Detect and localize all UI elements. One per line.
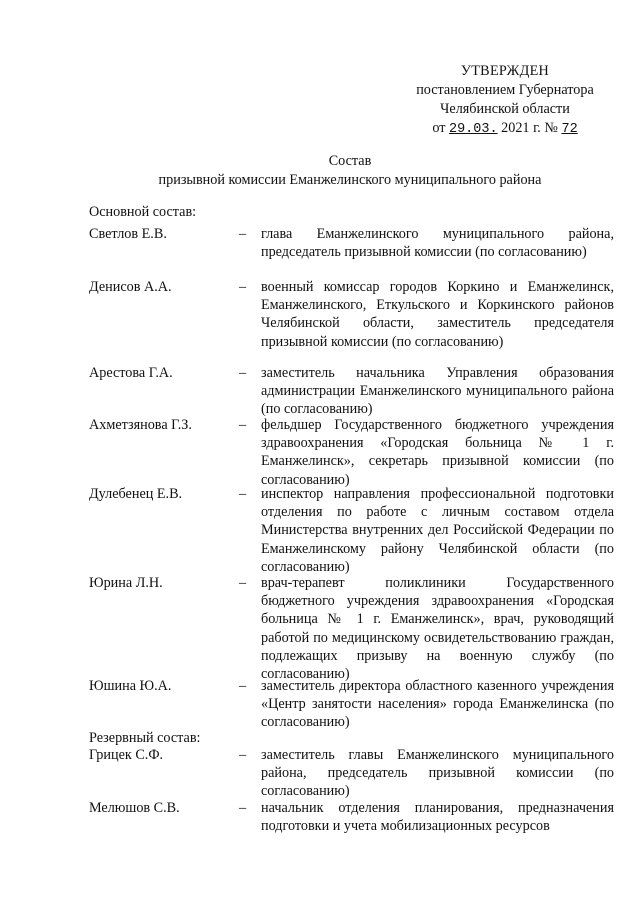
approval-heading: УТВЕРЖДЕН [460, 63, 550, 79]
member-name: Арестова Г.А. [89, 365, 173, 381]
member-description: фельдшер Государственного бюджетного учреждения здравоохранения «Городская больница № 1 г. Еманжелинск», секретарь призывной комиссии (по согласованию) [261, 417, 614, 488]
title-line-2: призывной комиссии Еманжелинского муниципального района [158, 172, 542, 188]
member-name: Юрина Л.Н. [89, 575, 163, 591]
member-dash: – [239, 747, 247, 763]
member-description: глава Еманжелинского муниципального района, председатель призывной комиссии (по согласованию) [261, 226, 614, 261]
member-dash: – [239, 417, 247, 433]
main-section-label: Основной состав: [89, 204, 197, 220]
document-title [90, 152, 610, 190]
member-dash: – [239, 575, 247, 591]
member-dash: – [239, 678, 247, 694]
approval-date-line [400, 119, 610, 139]
reserve-section-label: Резервный состав: [89, 730, 201, 746]
date-prefix: от [432, 120, 446, 136]
approval-year: 2021 г. № [501, 120, 558, 136]
member-name: Грицек С.Ф. [89, 747, 164, 763]
member-description: военный комиссар городов Коркино и Еманжелинск, Еманжелинского, Еткульского и Коркинского районов Челябинской области, заместитель председателя призывной комиссии (по согласованию) [261, 279, 614, 350]
title-line-1: Состав [328, 153, 372, 169]
member-name: Юшина Ю.А. [89, 678, 172, 694]
approval-date: 29.03. [448, 122, 498, 137]
member-name: Ахметзянова Г.З. [89, 417, 192, 433]
member-dash: – [239, 279, 247, 295]
approval-number: 72 [561, 122, 578, 137]
member-description: заместитель главы Еманжелинского муниципального района, председатель призывной комиссии (по согласованию) [261, 747, 614, 800]
member-dash: – [239, 800, 247, 816]
member-name: Светлов Е.В. [89, 226, 167, 242]
member-description: инспектор направления профессиональной подготовки отделения по работе с личным составом отдела Министерства внутренних дел Российской Федерации по Еманжелинскому району Челябинской области (по согласованию) [261, 486, 614, 575]
approval-line-1: постановлением Губернатора [416, 82, 594, 98]
approval-line-2: Челябинской области [440, 101, 570, 117]
member-dash: – [239, 226, 247, 242]
member-description: заместитель начальника Управления образования администрации Еманжелинского муниципального района (по согласованию) [261, 365, 614, 418]
member-dash: – [239, 486, 247, 502]
member-dash: – [239, 365, 247, 381]
member-description: начальник отделения планирования, предназначения подготовки и учета мобилизационных ресурсов [261, 800, 614, 835]
member-name: Денисов А.А. [89, 279, 172, 295]
member-name: Мелюшов С.В. [89, 800, 180, 816]
member-name: Дулебенец Е.В. [89, 486, 183, 502]
member-description: врач-терапевт поликлиники Государственного бюджетного учреждения здравоохранения «Городская больница № 1 г. Еманжелинск», врач, руководящий работой по медицинскому освидетельствованию граждан, подлежащих призыву на военную службу (по согласованию) [261, 575, 614, 683]
approval-block [400, 62, 610, 139]
member-description: заместитель директора областного казенного учреждения «Центр занятости населения» города Еманжелинска (по согласованию) [261, 678, 614, 731]
